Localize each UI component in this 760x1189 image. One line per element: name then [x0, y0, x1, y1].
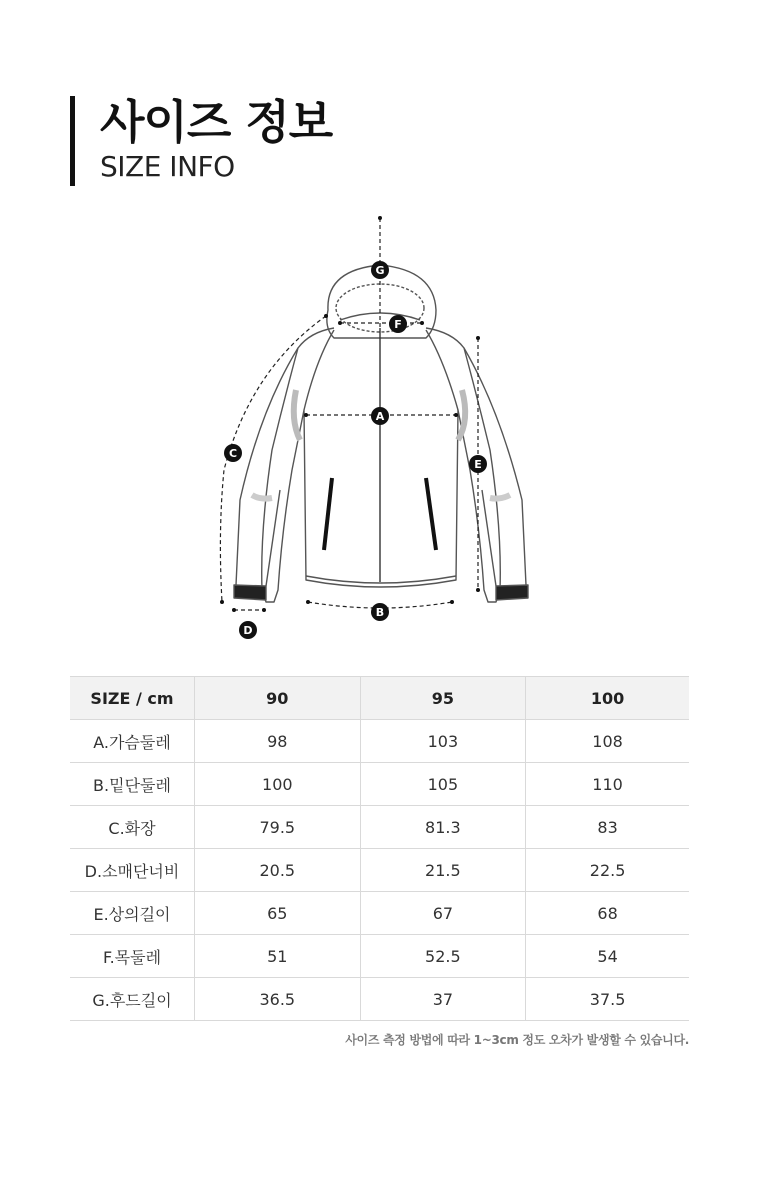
- table-cell: 83: [526, 806, 689, 849]
- svg-text:C: C: [228, 447, 238, 460]
- measurement-note: 사이즈 측정 방법에 따라 1~3cm 정도 오차가 발생할 수 있습니다.: [345, 1033, 689, 1047]
- row-label: E.상의길이: [70, 892, 195, 935]
- svg-text:G: G: [375, 264, 385, 277]
- table-cell: 81.3: [360, 806, 526, 849]
- page-subtitle: SIZE INFO: [100, 150, 235, 183]
- table-cell: 100: [195, 763, 361, 806]
- svg-text:E: E: [474, 458, 482, 471]
- row-label: C.화장: [70, 806, 195, 849]
- title-accent-bar: [70, 96, 75, 186]
- marker-b: [371, 603, 389, 621]
- table-cell: 51: [195, 935, 361, 978]
- table-cell: 52.5: [360, 935, 526, 978]
- table-header-cell: 95: [360, 677, 526, 720]
- table-cell: 20.5: [195, 849, 361, 892]
- table-header-cell: SIZE / cm: [70, 677, 195, 720]
- table-row: [70, 806, 689, 849]
- svg-text:A: A: [375, 410, 385, 423]
- table-row: [70, 849, 689, 892]
- table-cell: 79.5: [195, 806, 361, 849]
- marker-d: [239, 621, 257, 639]
- table-cell: 21.5: [360, 849, 526, 892]
- table-cell: 68: [526, 892, 689, 935]
- table-cell: 65: [195, 892, 361, 935]
- table-row: [70, 892, 689, 935]
- marker-g: [371, 261, 389, 279]
- table-cell: 36.5: [195, 978, 361, 1021]
- svg-text:B: B: [375, 606, 385, 619]
- marker-e: [469, 455, 487, 473]
- page-title: 사이즈 정보: [100, 95, 333, 149]
- table-cell: 37.5: [526, 978, 689, 1021]
- row-label: F.목둘레: [70, 935, 195, 978]
- table-cell: 67: [360, 892, 526, 935]
- table-header-row: [70, 677, 689, 720]
- svg-text:F: F: [394, 318, 402, 331]
- table-cell: 103: [360, 720, 526, 763]
- marker-a: [371, 407, 389, 425]
- row-label: D.소매단너비: [70, 849, 195, 892]
- table-row: [70, 978, 689, 1021]
- table-row: [70, 720, 689, 763]
- row-label: B.밑단둘레: [70, 763, 195, 806]
- table-cell: 108: [526, 720, 689, 763]
- row-label: A.가슴둘레: [70, 720, 195, 763]
- table-cell: 37: [360, 978, 526, 1021]
- table-row: [70, 763, 689, 806]
- table-cell: 54: [526, 935, 689, 978]
- table-cell: 22.5: [526, 849, 689, 892]
- table-cell: 105: [360, 763, 526, 806]
- table-row: [70, 935, 689, 978]
- row-label: G.후드길이: [70, 978, 195, 1021]
- table-header-cell: 100: [526, 677, 689, 720]
- marker-c: [224, 444, 242, 462]
- table-cell: 110: [526, 763, 689, 806]
- jacket-measurement-diagram: [200, 210, 560, 650]
- size-table: [70, 676, 689, 1021]
- table-cell: 98: [195, 720, 361, 763]
- table-header-cell: 90: [195, 677, 361, 720]
- marker-f: [389, 315, 407, 333]
- svg-text:D: D: [243, 624, 253, 637]
